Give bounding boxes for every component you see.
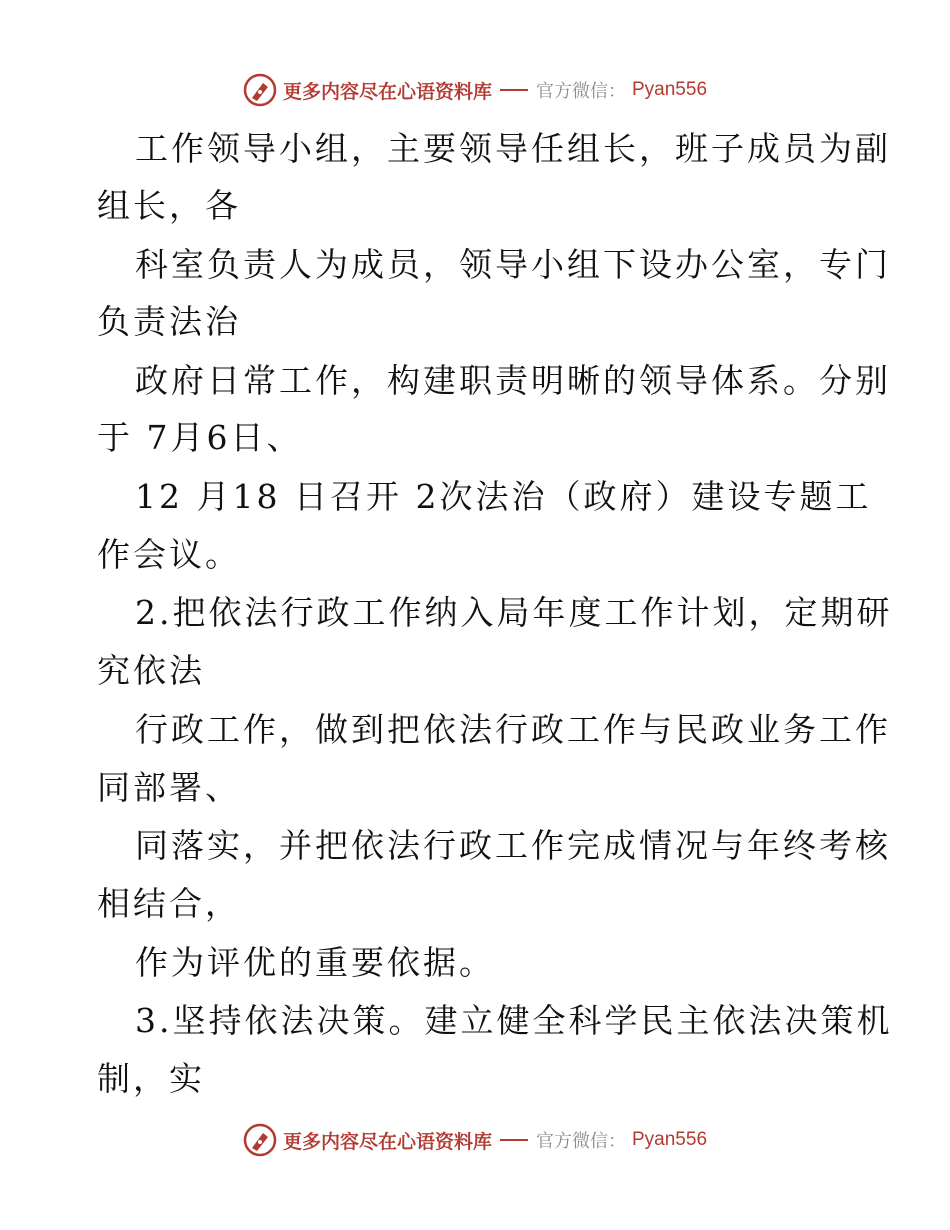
footer-banner: [0, 1120, 950, 1160]
text-line: 同落实，并把依法行政工作完成情况与年终考核: [135, 826, 891, 865]
text-line: 工作领导小组，主要领导任组长，班子成员为副: [135, 129, 891, 168]
text-line: 政府日常工作，构建职责明晰的领导体系。分别: [135, 361, 891, 400]
text-line: 作为评优的重要依据。: [135, 943, 495, 982]
banner-site-name: 更多内容尽在心语资料库: [282, 80, 492, 103]
text-line: 作会议。: [97, 535, 241, 574]
text-line: 组长，各: [97, 186, 241, 225]
text-line: 行政工作，做到把依法行政工作与民政业务工作: [135, 710, 891, 749]
banner-site-name: 更多内容尽在心语资料库: [282, 1130, 492, 1153]
banner-wechat-id: Pyan556: [632, 79, 708, 100]
text-line: 负责法治: [97, 302, 241, 341]
text-line: 科室负责人为成员，领导小组下设办公室，专门: [135, 245, 891, 284]
text-line: 12 月18 日召开 2次法治（政府）建设专题工: [135, 477, 872, 516]
text-line: 3.坚持依法决策。建立健全科学民主依法决策机: [135, 1001, 893, 1040]
banner-dash: [500, 1139, 528, 1141]
pen-nib-logo-icon: [243, 1123, 277, 1157]
banner-official-label: 官方微信：: [536, 81, 626, 102]
text-line: 制，实: [97, 1059, 205, 1098]
banner-official-label: 官方微信：: [536, 1131, 626, 1152]
text-line: 于 7月6日、: [97, 418, 303, 457]
banner-wechat-id: Pyan556: [632, 1129, 708, 1150]
text-line: 究依法: [97, 651, 205, 690]
text-line: 2.把依法行政工作纳入局年度工作计划，定期研: [135, 593, 893, 632]
text-line: 相结合，: [97, 884, 241, 923]
text-line: 同部署、: [97, 768, 241, 807]
